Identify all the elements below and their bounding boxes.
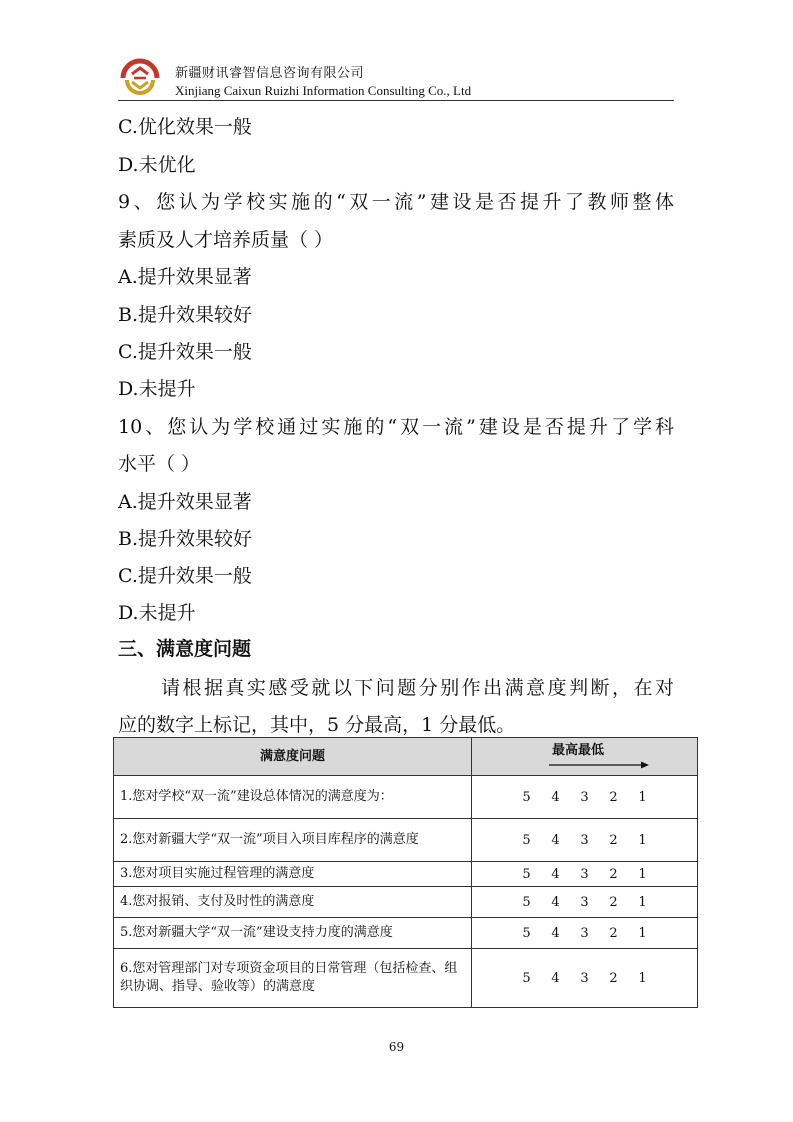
arrow-right-icon: [549, 760, 649, 770]
option-line: C.优化效果一般: [118, 116, 252, 138]
score-option[interactable]: 5: [522, 866, 531, 882]
score-option[interactable]: 3: [580, 925, 589, 941]
option-line: C.提升效果一般: [118, 341, 252, 363]
score-option[interactable]: 3: [580, 832, 589, 848]
score-option[interactable]: 4: [551, 789, 560, 805]
question-10: 10、您认为学校通过实施的“双一流”建设是否提升了学科: [118, 416, 674, 438]
header-divider: [118, 100, 674, 101]
scale-label: 最高最低: [552, 743, 605, 758]
company-logo-icon: [118, 56, 162, 96]
option-line: D.未提升: [118, 602, 196, 624]
score-option[interactable]: 1: [638, 789, 647, 805]
row-scores: [472, 776, 698, 819]
score-option[interactable]: 2: [609, 832, 618, 848]
option-line: A.提升效果显著: [118, 491, 252, 513]
score-option[interactable]: 5: [522, 789, 531, 805]
row-question: 3.您对项目实施过程管理的满意度: [114, 862, 472, 887]
score-option[interactable]: 2: [609, 866, 618, 882]
row-scores: [472, 862, 698, 887]
row-scores: [472, 949, 698, 1008]
page-number: 69: [388, 1040, 405, 1054]
section-title: 三、满意度问题: [118, 638, 252, 660]
score-option[interactable]: 4: [551, 866, 560, 882]
table-row: [114, 776, 698, 819]
option-line: D.未提升: [118, 378, 196, 400]
question-9-cont: 素质及人才培养质量（ ）: [118, 229, 334, 251]
header-question: 满意度问题: [114, 738, 472, 776]
score-option[interactable]: 1: [638, 832, 647, 848]
company-name-cn: 新疆财讯睿智信息咨询有限公司: [175, 66, 365, 81]
intro-line-2: 应的数字上标记，其中，5 分最高，1 分最低。: [118, 714, 516, 736]
score-option[interactable]: 5: [522, 894, 531, 910]
row-scores: [472, 918, 698, 949]
company-name-en: Xinjiang Caixun Ruizhi Information Consulting Co., Ltd: [175, 83, 472, 98]
score-option[interactable]: 2: [609, 894, 618, 910]
score-option[interactable]: 2: [609, 970, 618, 986]
row-question: 1.您对学校“双一流”建设总体情况的满意度为：: [114, 776, 472, 819]
row-scores: [472, 819, 698, 862]
score-option[interactable]: 1: [638, 894, 647, 910]
score-option[interactable]: 1: [638, 866, 647, 882]
score-option[interactable]: 5: [522, 970, 531, 986]
row-scores: [472, 887, 698, 918]
question-9: 9、您认为学校实施的“双一流”建设是否提升了教师整体: [118, 191, 674, 213]
row-question: 5.您对新疆大学“双一流”建设支持力度的满意度: [114, 918, 472, 949]
option-line: D.未优化: [118, 154, 196, 176]
table-row: [114, 918, 698, 949]
score-option[interactable]: 5: [522, 832, 531, 848]
score-option[interactable]: 3: [580, 894, 589, 910]
score-option[interactable]: 4: [551, 970, 560, 986]
option-line: C.提升效果一般: [118, 565, 252, 587]
option-line: A.提升效果显著: [118, 266, 252, 288]
table-row: [114, 819, 698, 862]
score-option[interactable]: 2: [609, 925, 618, 941]
score-option[interactable]: 4: [551, 832, 560, 848]
table-row: [114, 949, 698, 1008]
score-option[interactable]: 2: [609, 789, 618, 805]
score-option[interactable]: 1: [638, 970, 647, 986]
table-row: [114, 887, 698, 918]
question-10-cont: 水平（ ）: [118, 453, 201, 475]
row-question: 2.您对新疆大学“双一流”项目入项目库程序的满意度: [114, 819, 472, 862]
option-line: B.提升效果较好: [118, 304, 253, 326]
page-header: [118, 56, 674, 102]
row-question: 4.您对报销、支付及时性的满意度: [114, 887, 472, 918]
intro-line-1: 请根据真实感受就以下问题分别作出满意度判断，在对: [161, 677, 674, 699]
score-option[interactable]: 4: [551, 925, 560, 941]
row-question: 6.您对管理部门对专项资金项目的日常管理（包括检查、组织协调、指导、验收等）的满意度: [114, 949, 472, 1008]
header-scale: [472, 738, 698, 776]
satisfaction-table: [113, 737, 698, 1008]
score-option[interactable]: 3: [580, 866, 589, 882]
score-option[interactable]: 4: [551, 894, 560, 910]
score-option[interactable]: 3: [580, 970, 589, 986]
score-option[interactable]: 1: [638, 925, 647, 941]
table-row: [114, 862, 698, 887]
score-option[interactable]: 3: [580, 789, 589, 805]
table-header-row: [114, 738, 698, 776]
score-option[interactable]: 5: [522, 925, 531, 941]
option-line: B.提升效果较好: [118, 528, 253, 550]
